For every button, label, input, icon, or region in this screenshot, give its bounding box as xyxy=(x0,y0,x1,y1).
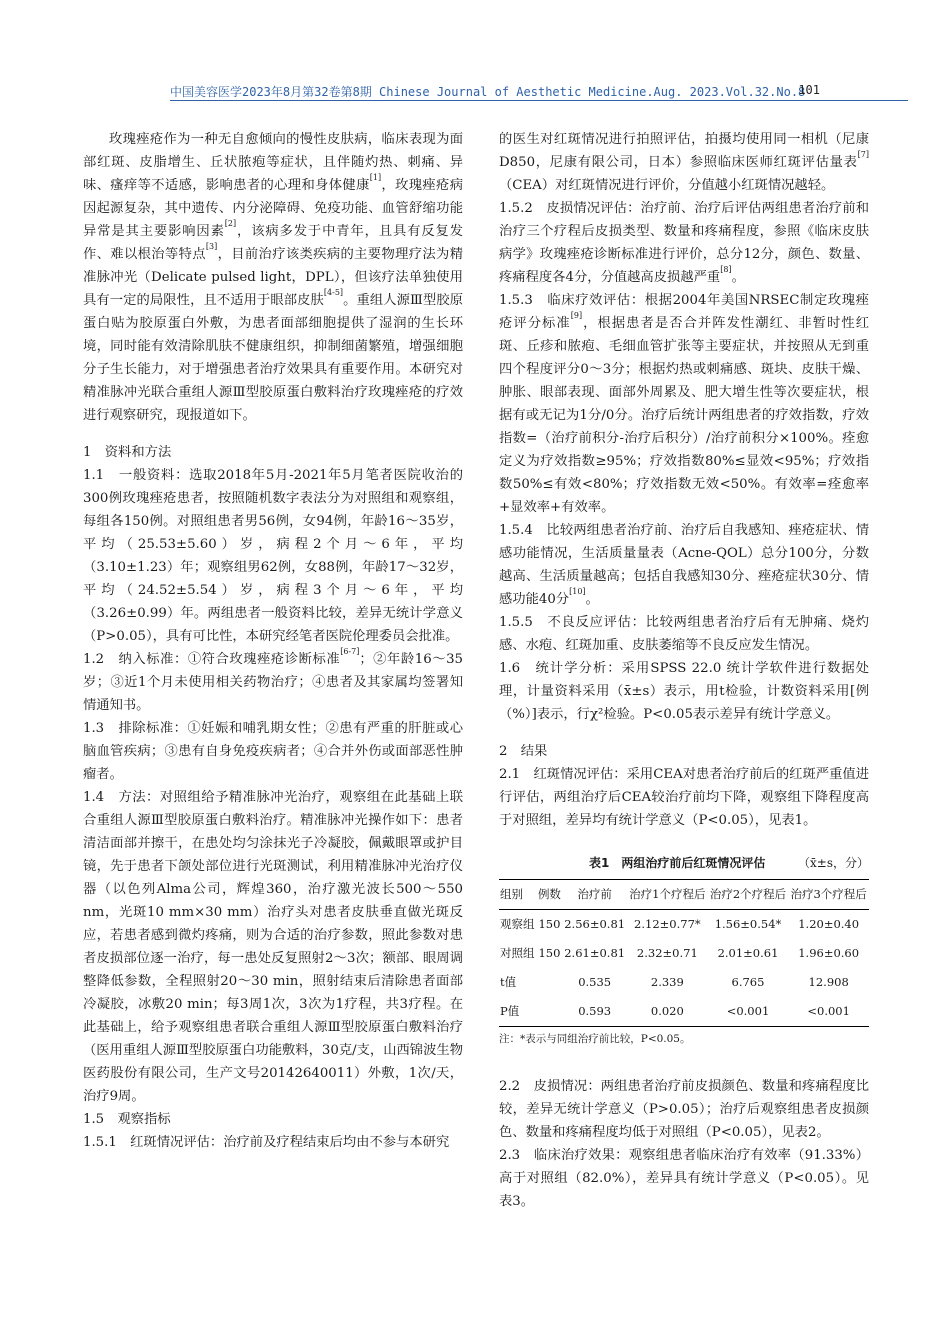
table-row xyxy=(499,910,869,940)
table-cell: 2.32±0.71 xyxy=(636,946,698,960)
citation-6-7: [6-7] xyxy=(340,647,360,656)
inclusion-text-1: 1.2 纳入标准：①符合玫瑰痤疮诊断标准 xyxy=(83,652,341,667)
table-cell: 1.96±0.60 xyxy=(798,946,860,960)
left-column xyxy=(83,128,463,1154)
table-cell: 0.535 xyxy=(578,975,612,989)
right-column xyxy=(499,128,869,1213)
intro-text-1: 玫瑰痤疮作为一种无自愈倾向的慢性皮肤病，临床表现为面部红斑、皮脂增生、丘状脓疱等症状，且伴随灼热、刺痛、异味、瘙痒等不适感，影响患者的心理和身体健康 xyxy=(83,132,463,193)
table-cell: 0.020 xyxy=(627,997,708,1027)
section-1-6: 1.6 统计学分析：采用SPSS 22.0 统计学软件进行数据处理，计量资料采用（x̄±s）表示，用t检验，计数资料采用[例（%）]表示，行χ²检验。P<0.05表示差异有统计学意义。 xyxy=(499,661,869,722)
section-1-5: 1.5 观察指标 xyxy=(83,1112,171,1127)
intro-text-3: ，该病多发于中青年，且具有反复发作、难以根治等特点 xyxy=(83,224,464,262)
citation-8: [8] xyxy=(720,265,732,274)
erythema-text-2: （CEA）对红斑情况进行评价，分值越小红斑情况越轻。 xyxy=(499,178,835,193)
table-row xyxy=(499,997,869,1027)
table-cell: 2.61±0.81 xyxy=(564,946,626,960)
section-1-5-4 xyxy=(499,519,869,611)
table-header-cell: 例数 xyxy=(537,880,563,910)
table-1-note: 注：*表示与同组治疗前比较，P<0.05。 xyxy=(499,1033,691,1045)
qol-text-2: 。 xyxy=(585,592,599,607)
journal-citation: 中国美容医学2023年8月第32卷第8期 Chinese Journal of Aesthetic Medicine.Aug. 2023.Vol.32.No.8 xyxy=(170,85,806,99)
section-1-3: 1.3 排除标准：①妊娠和哺乳期女性；②患有严重的肝脏或心脑血管疾病；③患有自身免疫疾病者；④合并外伤或面部恶性肿瘤者。 xyxy=(83,721,463,782)
table-cell: 2.01±0.61 xyxy=(717,946,779,960)
table-header-cell: 组别 xyxy=(499,880,537,910)
table-header-cell: 治疗2个疗程后 xyxy=(708,880,789,910)
section-heading-methods: 1 资料和方法 xyxy=(83,445,172,460)
table-cell: 1.56±0.54* xyxy=(714,917,782,931)
table-cell: 0.593 xyxy=(562,997,627,1027)
table-cell: 150 xyxy=(538,946,561,960)
intro-text-5: 。重组人源Ⅲ型胶原蛋白贴为胶原蛋白外敷，为患者面部细胞提供了湿润的生长环境，同时能有效清除肌肤不健康组织，抑制细菌繁殖，增强细胞分子生长能力，对于增强患者治疗效果具有重要作用。本研究对精准脉冲光联合重组人源Ⅲ型胶原蛋白敷料治疗玫瑰痤疮的疗效进行观察研究，现报道如下。 xyxy=(83,293,464,423)
section-heading-results: 2 结果 xyxy=(499,744,548,759)
page-number: 101 xyxy=(798,83,820,97)
section-1-5-2 xyxy=(499,197,869,289)
table-row xyxy=(499,939,869,968)
citation-7: [7] xyxy=(857,150,869,159)
section-1-4: 1.4 方法：对照组给予精准脉冲光治疗，观察组在此基础上联合重组人源Ⅲ型胶原蛋白敷料治疗。精准脉冲光操作如下：患者清洁面部并擦干，在患处均匀涂抹光子冷凝胶，佩戴眼罩或护目镜，先于患者下颌处部位进行光斑测试，利用精准脉冲光治疗仪器（以色列Alma公司，辉煌360，治疗激光波长500～550 nm，光斑10 mm×30 mm）治疗头对患者皮肤垂直做光斑反应，若患者感到微灼疼痛，则为合适的治疗参数，照此参数对患者皮损部位逐一治疗，每一患处反复照射2～3次；额部、眼周调整降低参数，全程照射20～30 min，照射结束后清除患者面部冷凝胶，冰敷20 min；每3周1次，3次为1疗程，共3疗程。在此基础上，给予观察组患者联合重组人源Ⅲ型胶原蛋白敷料治疗（医用重组人源Ⅲ型胶原蛋白功能敷料，30克/支，山西锦波生物医药股份有限公司，生产文号20142640011）外敷，1次/天，治疗9周。 xyxy=(83,790,463,1104)
inclusion-text-2: ；②年龄16～35岁；③近1个月未使用相关药物治疗；④患者及其家属均签署知情通知书。 xyxy=(83,652,463,713)
table-1 xyxy=(499,879,869,1027)
table-row xyxy=(499,968,869,997)
section-2-2: 2.2 皮损情况：两组患者治疗前皮损颜色、数量和疼痛程度比较，差异无统计学意义（P>0.05）；治疗后观察组患者皮损颜色、数量和疼痛程度均低于对照组（P<0.05），见表2。 xyxy=(499,1079,869,1140)
table-1-caption-row xyxy=(499,852,869,875)
lesion-text-2: 。 xyxy=(731,270,745,285)
table-cell: 2.12±0.77* xyxy=(634,917,701,931)
table-cell: 对照组 xyxy=(500,946,535,960)
table-cell: t值 xyxy=(500,975,517,989)
efficacy-text-1: 1.5.3 临床疗效评估：根据2004年美国NRSEC制定玫瑰痤疮评分标准 xyxy=(499,293,869,331)
citation-3: [3] xyxy=(205,242,218,251)
table-header-cell: 治疗3个疗程后 xyxy=(788,880,869,910)
section-1-5-1-cont xyxy=(499,128,869,197)
intro-paragraph xyxy=(83,128,463,427)
citation-1: [1] xyxy=(369,173,382,182)
section-1-5-5: 1.5.5 不良反应评估：比较两组患者治疗后有无肿痛、烧灼感、水疱、红斑加重、皮肤萎缩等不良反应发生情况。 xyxy=(499,615,869,653)
citation-10: [10] xyxy=(569,587,586,596)
erythema-text-1: 的医生对红斑情况进行拍照评估，拍摄均使用同一相机（尼康D850，尼康有限公司，日本）参照临床医师红斑评估量表 xyxy=(499,132,869,170)
table-cell: P值 xyxy=(499,997,537,1027)
table-cell: 12.908 xyxy=(808,975,849,989)
table-cell: <0.001 xyxy=(788,997,869,1027)
section-2-3: 2.3 临床治疗效果：观察组患者临床治疗有效率（91.33%）高于对照组（82.0%），差异具有统计学意义（P<0.05）。见表3。 xyxy=(499,1148,869,1209)
citation-9: [9] xyxy=(570,311,583,320)
section-1-2 xyxy=(83,648,463,717)
table-1-unit: （x̄±s，分） xyxy=(798,856,869,870)
header-rule xyxy=(170,100,908,101)
qol-text-1: 1.5.4 比较两组患者治疗前、治疗后自我感知、痤疮症状、情感功能情况，生活质量量表（Acne-QOL）总分100分，分数越高、生活质量越高；包括自我感知30分、痤疮症状30分、情感功能40分 xyxy=(499,523,869,607)
section-2-1: 2.1 红斑情况评估：采用CEA对患者治疗前后的红斑严重值进行评估，两组治疗后CEA较治疗前均下降，观察组下降程度高于对照组，差异均有统计学意义（P<0.05），见表1。 xyxy=(499,767,869,828)
citation-4-5: [4-5] xyxy=(323,288,344,297)
section-1-5-3 xyxy=(499,289,869,519)
table-cell: 2.339 xyxy=(650,975,684,989)
table-1-caption: 表1 两组治疗前后红斑情况评估 xyxy=(589,856,766,870)
table-cell: 1.20±0.40 xyxy=(798,917,860,931)
table-header-cell: 治疗1个疗程后 xyxy=(627,880,708,910)
table-cell: 2.56±0.81 xyxy=(564,917,626,931)
section-1-1: 1.1 一般资料：选取2018年5月-2021年5月笔者医院收治的300例玫瑰痤疮患者，按照随机数字表法分为对照组和观察组，每组各150例。对照组患者男56例，女94例，年龄16～35岁，平均（25.53±5.60）岁，病程2个月～6年，平均（3.10±1.23）年；观察组男62例，女88例，年龄17～32岁，平均（24.52±5.54）岁，病程3个月～6年，平均（3.26±0.99）年。两组患者一般资料比较，差异无统计学意义（P>0.05），具有可比性，本研究经笔者医院伦理委员会批准。 xyxy=(83,468,463,644)
table-cell: 150 xyxy=(538,917,561,931)
intro-text-2: ，玫瑰痤疮病因起源复杂，其中遗传、内分泌障碍、免疫功能、血管舒缩功能异常是其主要影响因素 xyxy=(83,178,464,239)
table-cell xyxy=(537,968,563,997)
citation-2: [2] xyxy=(224,219,237,228)
section-1-5-1: 1.5.1 红斑情况评估：治疗前及疗程结束后均由不参与本研究 xyxy=(83,1135,450,1150)
intro-text-4: ，目前治疗该类疾病的主要物理疗法为精准脉冲光（Delicate pulsed light，DPL），但该疗法单独使用具有一定的局限性，且不适用于眼部皮肤 xyxy=(83,247,464,308)
table-cell xyxy=(537,997,563,1027)
running-header xyxy=(40,81,908,101)
table-cell: 6.765 xyxy=(731,975,765,989)
table-cell: 观察组 xyxy=(500,917,535,931)
table-cell: <0.001 xyxy=(708,997,789,1027)
efficacy-text-2: ，根据患者是否合并阵发性潮红、非暂时性红斑、丘疹和脓疱、毛细血管扩张等主要症状，并按照从无到重四个程度评分0～3分；根据灼热或刺痛感、斑块、皮肤干燥、肿胀、眼部表现、面部外周累及、肥大增生性等次要症状，根据有或无记为1分/0分。治疗后统计两组患者的疗效指数，疗效指数=（治疗前积分-治疗后积分）/治疗前积分×100%。痊愈定义为疗效指数≥95%；疗效指数80%≤显效<95%；疗效指数50%≤有效<80%；疗效指数无效<50%。有效率=痊愈率+显效率+有效率。 xyxy=(499,316,870,515)
lesion-text-1: 1.5.2 皮损情况评估：治疗前、治疗后评估两组患者治疗前和治疗三个疗程后皮损类型、数量和疼痛程度，参照《临床皮肤病学》玫瑰痤疮诊断标准进行评价，总分12分，颜色、数量、疼痛程度各4分，分值越高皮损越严重 xyxy=(499,201,869,285)
table-header-cell: 治疗前 xyxy=(562,880,627,910)
